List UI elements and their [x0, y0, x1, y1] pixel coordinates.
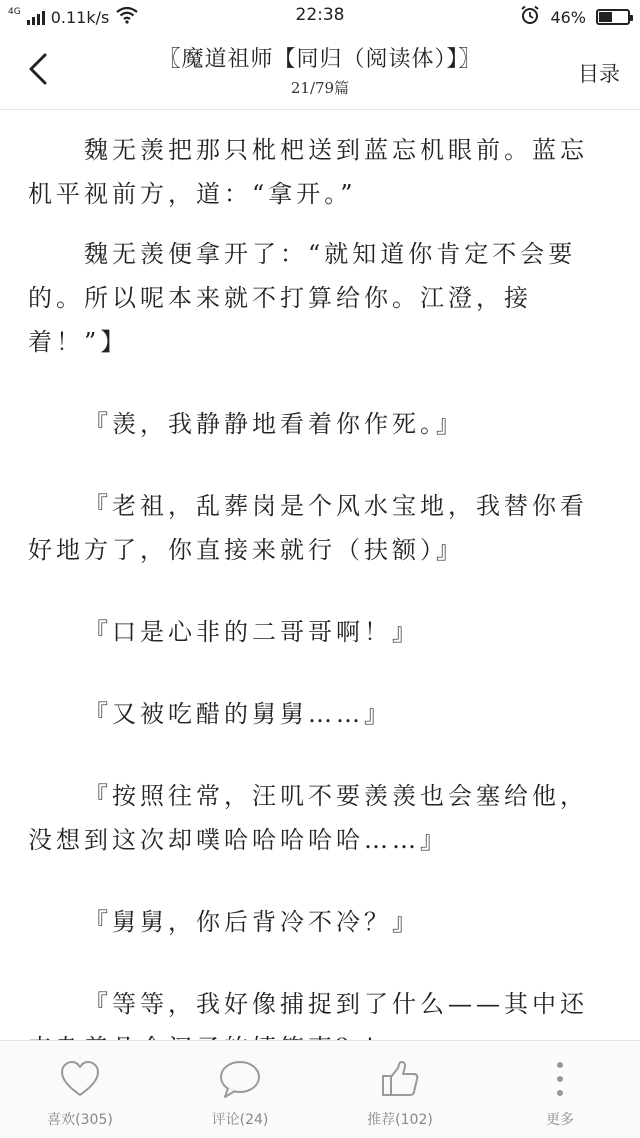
like-button[interactable] — [0, 1041, 160, 1138]
paragraph: 『舅舅，你后背冷不冷？』 — [84, 908, 420, 936]
paragraph: 『老祖，乱葬岗是个风水宝地，我替你看好地方了，你直接来就行（扶额）』 — [28, 492, 588, 564]
paragraph: 『等等，我好像捕捉到了什么——其中还 — [84, 990, 588, 1018]
bottom-action-bar — [0, 1040, 640, 1138]
comment-label: 评论(24) — [211, 1112, 269, 1128]
heart-icon — [58, 1057, 102, 1101]
paragraph: 『口是心非的二哥哥啊！』 — [84, 618, 420, 646]
comment-button[interactable] — [160, 1041, 320, 1138]
paragraph: 魏无羡把那只枇杷送到蓝忘机眼前。蓝忘机平视前方，道：“拿开。” — [28, 136, 588, 208]
battery-level — [599, 12, 612, 22]
table-of-contents-button[interactable]: 目录 — [578, 62, 620, 86]
alarm-icon — [520, 5, 540, 29]
paragraph: 『羡，我静静地看着你作死。』 — [84, 410, 464, 438]
more-button[interactable] — [480, 1041, 640, 1138]
status-right — [520, 5, 630, 29]
book-title: 〖魔道祖师【同归（阅读体）】〗 — [158, 47, 482, 72]
paragraph: 『按照往常，汪叽不要羡羡也会塞给他，没想到这次却噗哈哈哈哈哈……』 — [28, 782, 588, 854]
title-block — [110, 42, 530, 98]
status-time: 22:38 — [295, 5, 345, 25]
paragraph: 『又被吃醋的舅舅……』 — [84, 700, 392, 728]
network-type: 4G — [8, 6, 21, 17]
reading-content[interactable] — [0, 110, 640, 1040]
recommend-button[interactable] — [320, 1041, 480, 1138]
chat-bubble-icon — [218, 1057, 262, 1101]
like-label: 喜欢(305) — [47, 1112, 113, 1128]
paragraph: 魏无羡便拿开了：“就知道你肯定不会要的。所以呢本来就不打算给你。江澄，接着！”】 — [28, 240, 577, 356]
recommend-label: 推荐(102) — [367, 1112, 433, 1128]
thumbs-up-icon — [378, 1057, 422, 1101]
chapter-count: 21/79篇 — [290, 79, 350, 97]
battery-icon — [596, 9, 630, 25]
net-speed: 0.11k/s — [50, 7, 110, 27]
vertical-dots-icon — [538, 1057, 582, 1101]
more-label: 更多 — [546, 1112, 574, 1128]
chevron-left-icon — [27, 52, 49, 90]
reader-header — [0, 34, 640, 110]
back-button[interactable] — [18, 48, 58, 94]
status-bar — [0, 0, 640, 34]
battery-percent: 46% — [550, 7, 586, 27]
